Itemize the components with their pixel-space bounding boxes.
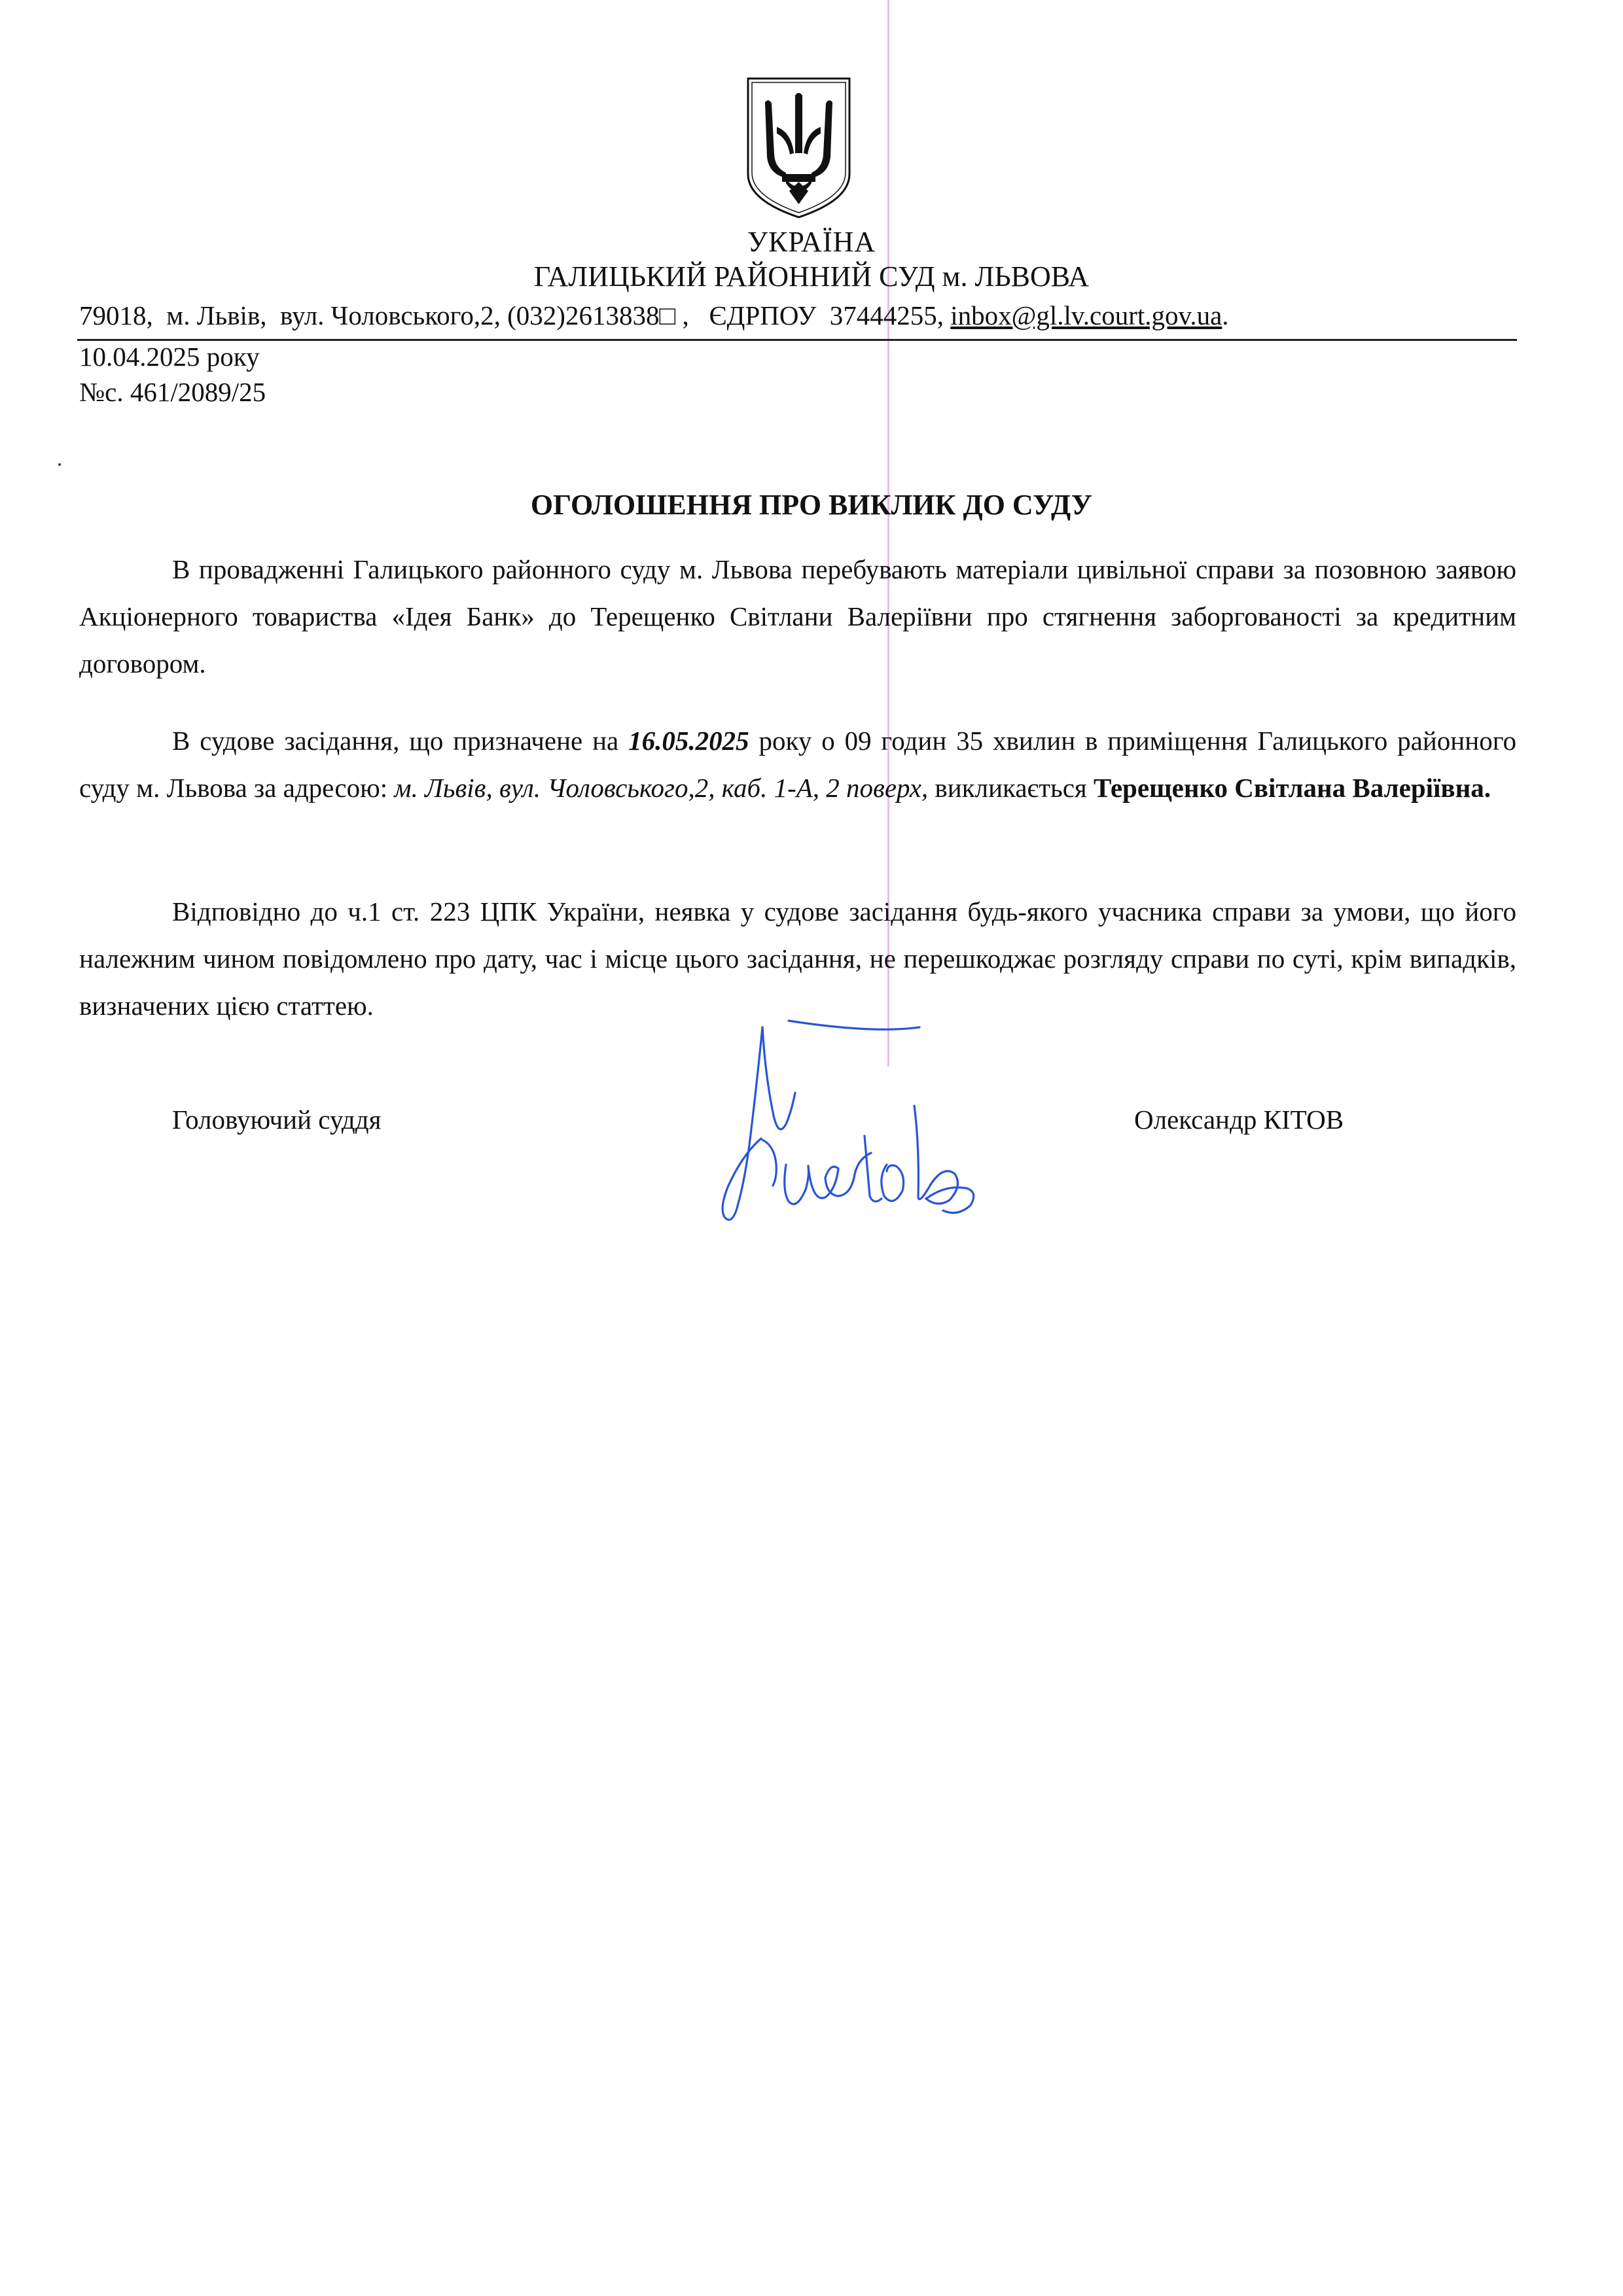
hearing-text-2: року о 09 годин 35 хвилин в приміщення Галицького районного суду м. Львова за адресою: xyxy=(79,726,1516,803)
country-heading: УКРАЇНА xyxy=(747,226,876,258)
email-link[interactable]: inbox@gl.lv.court.gov.ua xyxy=(950,300,1222,330)
scan-speck xyxy=(58,463,61,466)
handwritten-signature xyxy=(710,1014,1011,1230)
paragraph-hearing xyxy=(79,717,1516,811)
document-title: ОГОЛОШЕННЯ ПРО ВИКЛИК ДО СУДУ xyxy=(530,489,1093,521)
address-end: . xyxy=(1222,300,1229,330)
hearing-text-3: викликається xyxy=(928,773,1094,803)
paragraph-legal-basis: Відповідно до ч.1 ст. 223 ЦПК України, неявка у судове засідання будь-якого учасника справи за умови, що його належним чином повідомлено про дату, час і місце цього засідання, не перешкоджає розгляду справи по суті, крім випадків, визначених цією статтею. xyxy=(79,896,1516,1021)
paragraph-case-materials: В провадженні Галицького районного суду м. Львова перебувають матеріали цивільної справи за позовною заявою Акціонерного товариства «Ідея Банк» до Терещенко Світлани Валеріївни про стягнення заборгованості за кредитним договором. xyxy=(79,554,1516,679)
signer-name: Олександр КІТОВ xyxy=(1134,1104,1344,1135)
signer-role: Головуючий суддя xyxy=(172,1104,382,1135)
ukraine-trident-emblem-icon xyxy=(745,76,852,220)
defendant-name: Терещенко Світлана Валеріївна. xyxy=(1094,773,1491,803)
hearing-date: 16.05.2025 xyxy=(628,726,749,756)
header-divider xyxy=(77,339,1517,341)
court-name-heading: ГАЛИЦЬКИЙ РАЙОННИЙ СУД м. ЛЬВОВА xyxy=(533,260,1090,292)
address-text: 79018, м. Львів, вул. Чоловського,2, (032)2613838□ , ЄДРПОУ 37444255, xyxy=(79,300,951,330)
hearing-text-1: В судове засідання, що призначене на xyxy=(172,726,629,756)
document-date: 10.04.2025 року xyxy=(79,342,260,372)
hearing-address: м. Львів, вул. Чоловського,2, каб. 1-А, 2 поверх, xyxy=(394,773,929,803)
case-number: №с. 461/2089/25 xyxy=(79,377,266,407)
court-address-line xyxy=(79,300,1229,331)
